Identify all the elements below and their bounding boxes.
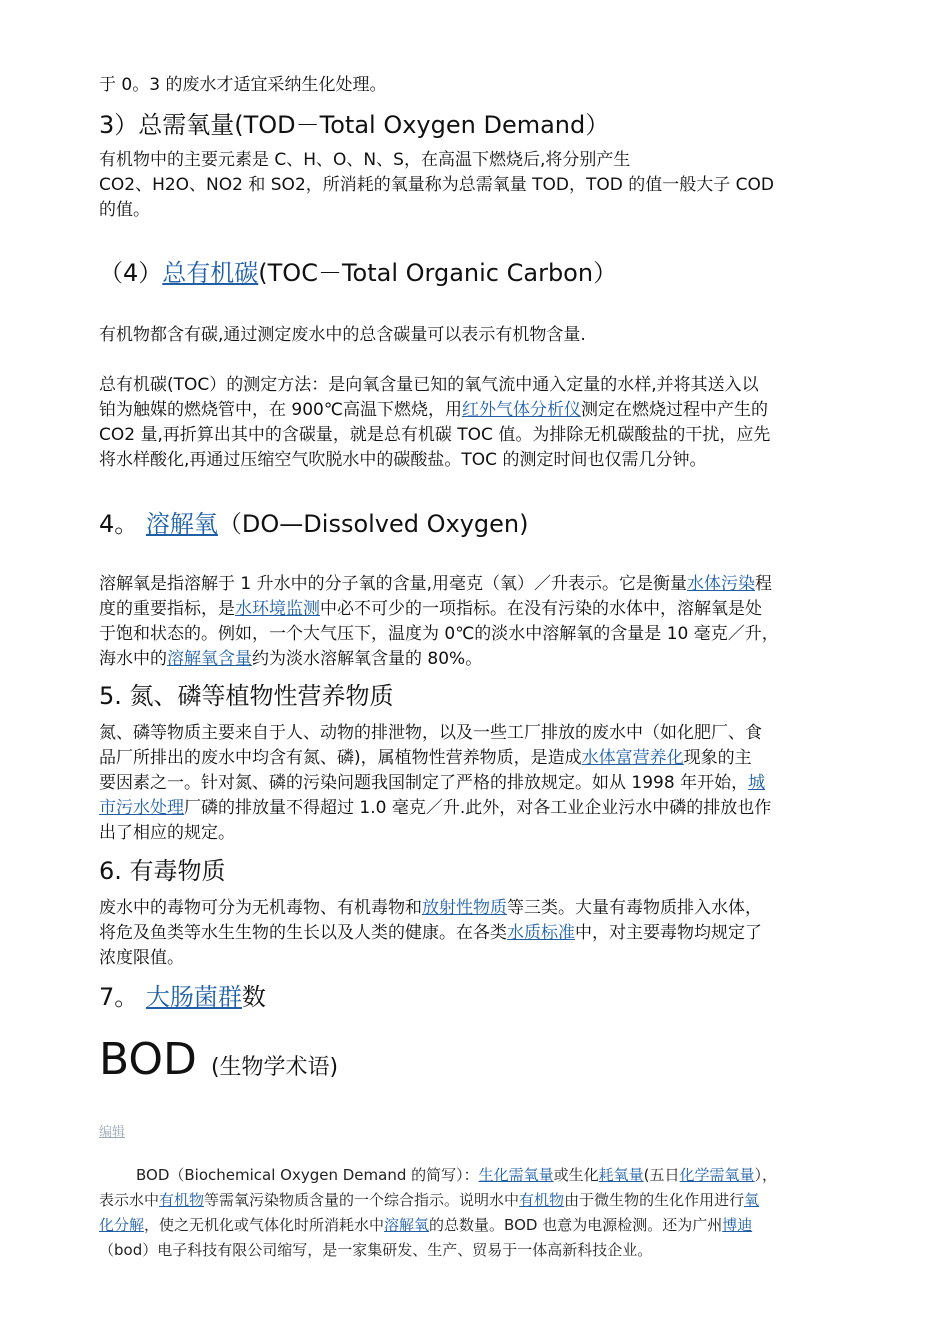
do-l1-pre: 溶解氧是指溶解于 1 升水中的分子氧的含量,用毫克（氧）／升表示。它是衡量 xyxy=(99,574,688,594)
tod-line-1: 有机物中的主要元素是 C、H、O、N、S，在高温下燃烧后,将分别产生 xyxy=(99,150,631,170)
bod-l1-mid: 或生化 xyxy=(553,1166,599,1184)
bod-title xyxy=(99,1035,851,1093)
tod-line-2: CO2、H2O、NO2 和 SO2，所消耗的氧量称为总需氧量 TOD，TOD 的值一般大子 COD xyxy=(99,175,775,195)
bod-line-4: （bod）电子科技有限公司缩写，是一家集研发、生产、贸易于一体高新科技企业。 xyxy=(99,1241,653,1259)
do-line-2 xyxy=(99,597,851,622)
link-oxidation-a[interactable]: 氧 xyxy=(744,1191,760,1209)
bod-line-3 xyxy=(99,1213,851,1238)
paragraph-toxic xyxy=(99,896,851,971)
do-line-3: 于饱和状态的。例如，一个大气压下，温度为 0℃的淡水中溶解氧的含量是 10 毫克／升， xyxy=(99,624,779,644)
bod-l3-mid: ，使之无机化或气体化时所消耗水中 xyxy=(144,1216,385,1234)
link-oxygen-consumption[interactable]: 耗氧量 xyxy=(598,1166,644,1184)
heading-tod: 3）总需氧量(TOD－Total Oxygen Demand） xyxy=(99,111,610,139)
link-do-content[interactable]: 溶解氧含量 xyxy=(167,649,252,669)
toc-heading-prefix: （4） xyxy=(99,259,163,287)
do-line-1 xyxy=(99,572,851,597)
do-l2-pre: 度的重要指标，是 xyxy=(99,599,235,619)
toc-line-c: CO2 量,再折算出其中的含碳量，就是总有机碳 TOC 值。为排除无机碳酸盐的干扰，应先 xyxy=(99,425,771,445)
np-line-1: 氮、磷等物质主要来自于人、动物的排泄物，以及一些工厂排放的废水中（如化肥厂、食 xyxy=(99,723,762,743)
do-l1-post: 程 xyxy=(755,574,773,594)
bod-l2-mid2: 由于微生物的生化作用进行 xyxy=(564,1191,745,1209)
bod-line-2 xyxy=(99,1188,851,1213)
np-line-3 xyxy=(99,771,851,796)
link-bod[interactable]: 生化需氧量 xyxy=(478,1166,554,1184)
bod-l2-mid: 等需氧污染物质含量的一个综合指示。说明水中 xyxy=(204,1191,520,1209)
paragraph-toc-2 xyxy=(99,373,851,473)
link-cod[interactable]: 化学需氧量 xyxy=(679,1166,755,1184)
coli-heading-prefix: 7。 xyxy=(99,983,139,1011)
bod-title-text: BOD xyxy=(99,1034,197,1085)
tox-line-2 xyxy=(99,921,851,946)
edit-link[interactable]: 编辑 xyxy=(99,1125,126,1140)
link-oxidation-b[interactable]: 化分解 xyxy=(99,1216,145,1234)
do-heading-prefix: 4。 xyxy=(99,510,139,538)
toc-line-b-post: 测定在燃烧过程中产生的 xyxy=(580,400,768,420)
np-l4-post: 厂磷的排放量不得超过 1.0 毫克／升.此外，对各工业企业污水中磷的排放也作 xyxy=(184,798,772,818)
link-coliform[interactable]: 大肠菌群 xyxy=(145,983,242,1011)
coli-heading-suffix: 数 xyxy=(241,983,266,1011)
tox-line-1 xyxy=(99,896,851,921)
link-infrared-analyzer[interactable]: 红外气体分析仪 xyxy=(461,400,581,420)
link-dissolved-oxygen[interactable]: 溶解氧 xyxy=(145,510,218,538)
np-l3-pre: 要因素之一。针对氮、磷的污染问题我国制定了严格的排放规定。如从 1998 年开始， xyxy=(99,773,749,793)
link-city-sewage-a[interactable]: 城 xyxy=(748,773,766,793)
heading-toc xyxy=(99,258,851,288)
np-l2-pre: 品厂所排出的废水中均含有氮、磷)，属植物性营养物质，是造成 xyxy=(99,748,582,768)
bod-l2-pre: 表示水中 xyxy=(99,1191,160,1209)
tod-line-3: 的值。 xyxy=(99,200,150,220)
heading-nutrients: 5. 氮、磷等植物性营养物质 xyxy=(99,682,394,710)
link-water-env-monitoring[interactable]: 水环境监测 xyxy=(235,599,320,619)
bod-l1-pre: BOD（Biochemical Oxygen Demand 的简写）： xyxy=(136,1166,479,1184)
tox-line-3: 浓度限值。 xyxy=(99,948,184,968)
tox-l1-pre: 废水中的毒物可分为无机毒物、有机毒物和 xyxy=(99,898,422,918)
link-city-sewage-b[interactable]: 市污水处理 xyxy=(99,798,184,818)
bod-l1-post: ）， xyxy=(754,1166,778,1184)
toc-line-b-pre: 铂为触媒的燃烧管中，在 900℃高温下燃烧，用 xyxy=(99,400,462,420)
tox-l2-pre: 将危及鱼类等水生生物的生长以及人类的健康。在各类 xyxy=(99,923,507,943)
paragraph-bod xyxy=(99,1163,851,1263)
toc-line-b xyxy=(99,398,851,423)
intro-text: 于 0。3 的废水才适宜采纳生化处理。 xyxy=(99,75,387,95)
do-heading-suffix: （DO—Dissolved Oxygen) xyxy=(217,510,529,538)
link-radioactive[interactable]: 放射性物质 xyxy=(422,898,507,918)
heading-toxic: 6. 有毒物质 xyxy=(99,857,226,885)
np-line-2 xyxy=(99,746,851,771)
bod-line-1 xyxy=(99,1163,851,1188)
link-organic-2[interactable]: 有机物 xyxy=(519,1191,565,1209)
link-water-pollution[interactable]: 水体污染 xyxy=(687,574,756,594)
link-organic-1[interactable]: 有机物 xyxy=(159,1191,205,1209)
link-water-standard[interactable]: 水质标准 xyxy=(507,923,575,943)
np-line-4 xyxy=(99,796,851,821)
link-toc[interactable]: 总有机碳 xyxy=(162,259,259,287)
link-dissolved-oxygen-2[interactable]: 溶解氧 xyxy=(384,1216,430,1234)
toc-line-a: 总有机碳(TOC）的测定方法：是向氧含量已知的氧气流中通入定量的水样,并将其送入以 xyxy=(99,375,759,395)
bod-l3-mid2: 的总数量。BOD 也意为电源检测。还为广州 xyxy=(429,1216,723,1234)
link-eutrophication[interactable]: 水体富营养化 xyxy=(581,748,684,768)
tox-l1-post: 等三类。大量有毒物质排入水体， xyxy=(507,898,762,918)
paragraph-toc-1: 有机物都含有碳,通过测定废水中的总含碳量可以表示有机物含量. xyxy=(99,325,586,345)
paragraph-tod xyxy=(99,148,851,223)
toc-line-d: 将水样酸化,再通过压缩空气吹脱水中的碳酸盐。TOC 的测定时间也仅需几分钟。 xyxy=(99,450,707,470)
do-l2-post: 中必不可少的一项指标。在没有污染的水体中，溶解氧是处 xyxy=(320,599,762,619)
paragraph-nutrients xyxy=(99,721,851,846)
paragraph-intro xyxy=(99,73,851,98)
heading-coliform xyxy=(99,982,851,1012)
bod-l1-mid2: (五日 xyxy=(643,1166,680,1184)
np-line-5: 出了相应的规定。 xyxy=(99,823,235,843)
tox-l2-post: 中，对主要毒物均规定了 xyxy=(575,923,762,943)
bod-subtitle: (生物学术语) xyxy=(210,1055,339,1080)
paragraph-do xyxy=(99,572,851,672)
do-l4-pre: 海水中的 xyxy=(99,649,167,669)
heading-do xyxy=(99,509,851,539)
np-l2-post: 现象的主 xyxy=(683,748,752,768)
link-bodi[interactable]: 博迪 xyxy=(722,1216,753,1234)
toc-heading-suffix: (TOC－Total Organic Carbon） xyxy=(258,259,618,287)
do-line-4 xyxy=(99,647,851,672)
do-l4-post: 约为淡水溶解氧含量的 80%。 xyxy=(252,649,483,669)
